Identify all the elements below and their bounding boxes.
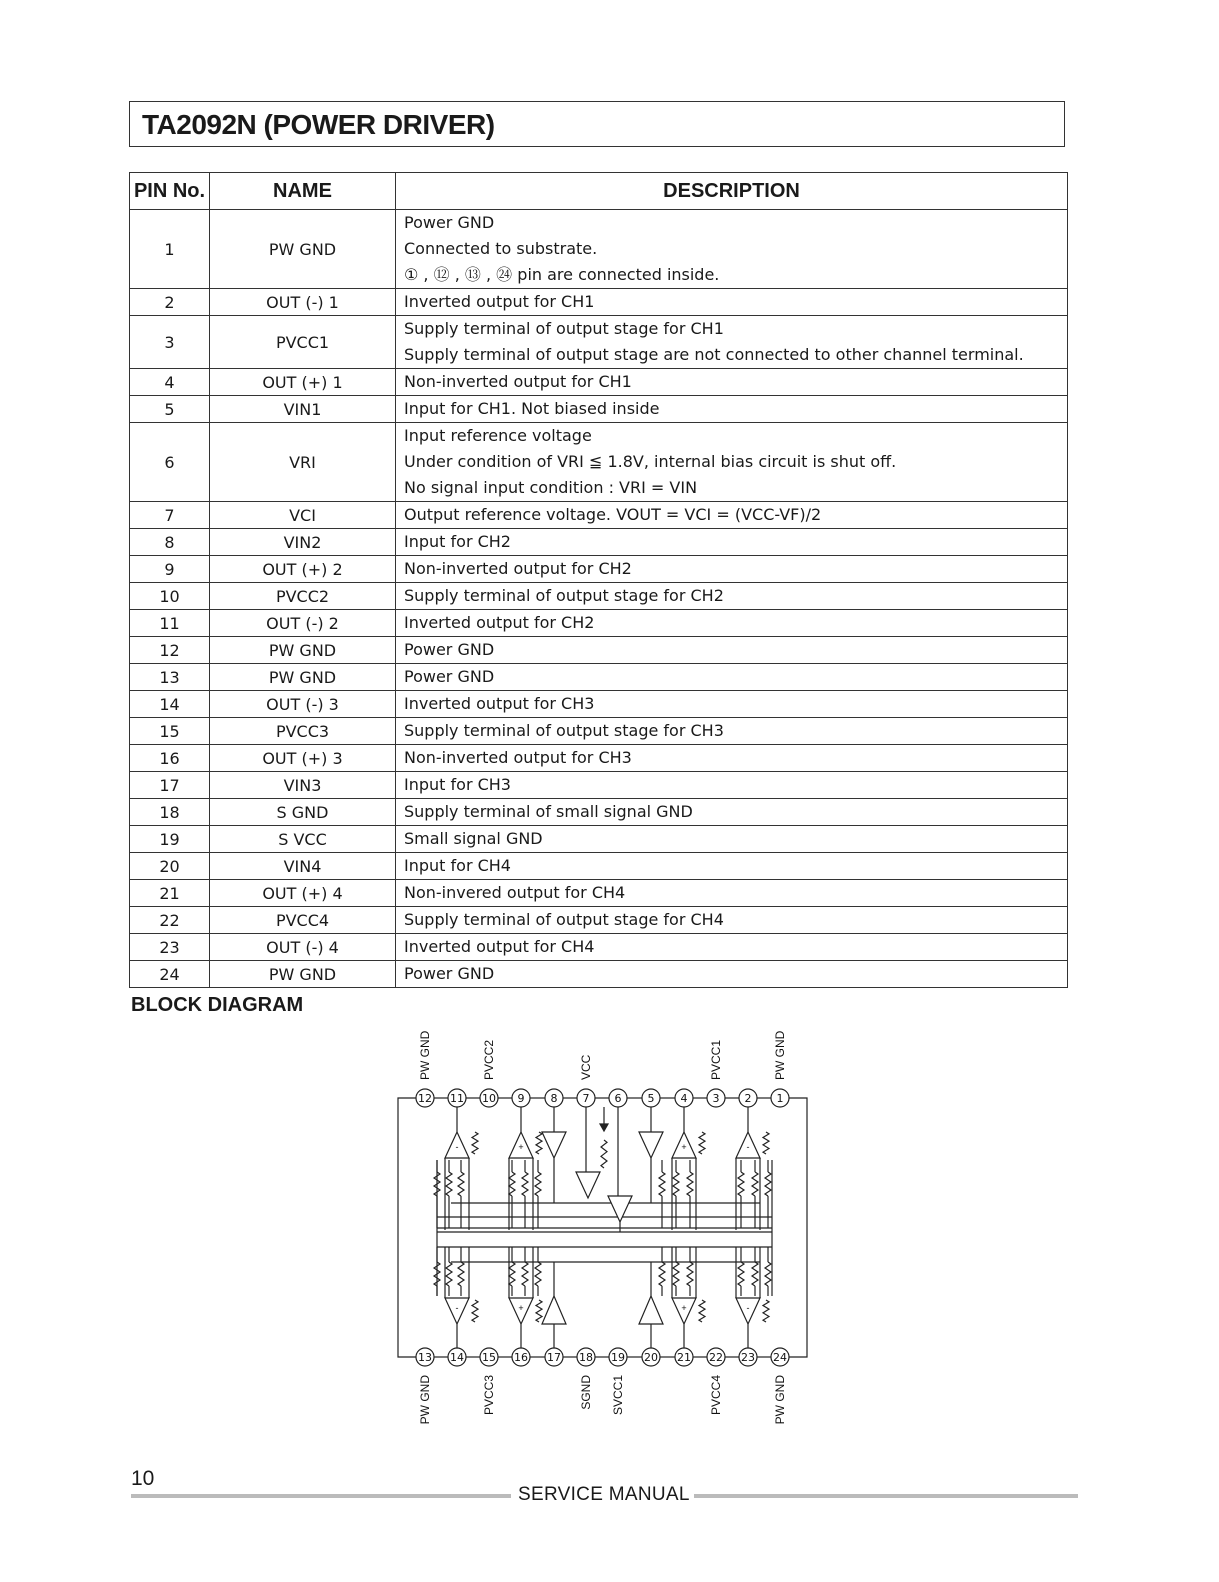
pin-description <box>396 745 1068 772</box>
table-row <box>130 853 1068 880</box>
description-text: Output reference voltage. VOUT = VCI = (VCC-VF)/2 <box>404 505 822 524</box>
description-line <box>404 637 1059 663</box>
diagram-pin-number: 23 <box>741 1351 755 1364</box>
resistor <box>601 1140 607 1168</box>
table-row <box>130 745 1068 772</box>
pin-number: 10 <box>130 583 210 610</box>
pin-description <box>396 369 1068 396</box>
amplifier-symbol <box>608 1196 632 1222</box>
resistor <box>738 1172 744 1196</box>
pin-name: PW GND <box>210 664 396 691</box>
pin-name: VCI <box>210 502 396 529</box>
resistor <box>763 1300 769 1322</box>
diagram-pin-number: 10 <box>482 1092 496 1105</box>
description-line <box>404 449 1059 475</box>
resistor <box>763 1132 769 1154</box>
description-text: Supply terminal of output stage for CH2 <box>404 586 724 605</box>
pin-description <box>396 637 1068 664</box>
block-diagram-heading: BLOCK DIAGRAM <box>131 994 304 1016</box>
pin-description <box>396 502 1068 529</box>
description-line <box>404 880 1059 906</box>
description-text: Input for CH1. Not biased inside <box>404 399 660 418</box>
circled-pin-number: ⑬ <box>464 265 481 284</box>
diagram-pin-number: 20 <box>644 1351 658 1364</box>
pin-number: 14 <box>130 691 210 718</box>
description-line <box>404 826 1059 852</box>
diagram-pin-number: 15 <box>482 1351 496 1364</box>
pin-description <box>396 853 1068 880</box>
diagram-pin-number: 19 <box>611 1351 625 1364</box>
pin-number: 4 <box>130 369 210 396</box>
diagram-pin-number: 24 <box>773 1351 787 1364</box>
resistor <box>458 1172 464 1196</box>
page-title: TA2092N (POWER DRIVER) <box>142 109 495 140</box>
description-text: Power GND <box>404 964 495 983</box>
header-pin: PIN No. <box>130 173 210 210</box>
pin-name: OUT (-) 2 <box>210 610 396 637</box>
description-line <box>404 396 1059 422</box>
table-row <box>130 961 1068 988</box>
description-line <box>404 718 1059 744</box>
description-text: Supply terminal of output stage for CH1 <box>404 319 724 338</box>
pin-description <box>396 316 1068 369</box>
resistor <box>522 1172 528 1196</box>
diagram-pin-number: 14 <box>450 1351 464 1364</box>
table-row <box>130 799 1068 826</box>
description-line <box>404 583 1059 609</box>
description-text: Supply terminal of small signal GND <box>404 802 693 821</box>
pin-name: OUT (+) 4 <box>210 880 396 907</box>
diagram-pin-number: 1 <box>776 1092 784 1105</box>
block-diagram <box>380 1018 830 1443</box>
footer-rule-left <box>131 1494 511 1498</box>
table-row <box>130 316 1068 369</box>
comma-separator: , <box>449 265 465 284</box>
description-line <box>404 502 1059 528</box>
pin-number: 2 <box>130 289 210 316</box>
description-text: Supply terminal of output stage for CH3 <box>404 721 724 740</box>
table-row <box>130 907 1068 934</box>
pin-table <box>129 172 1068 988</box>
pin-description <box>396 826 1068 853</box>
diagram-pin-number: 5 <box>647 1092 655 1105</box>
pin-description <box>396 664 1068 691</box>
comma-separator: , <box>480 265 497 284</box>
pin-label: SVCC1 <box>611 1375 625 1416</box>
resistor <box>765 1262 771 1286</box>
pin-number: 23 <box>130 934 210 961</box>
resistor <box>472 1132 478 1154</box>
resistor <box>752 1172 758 1196</box>
description-text: Power GND <box>404 640 495 659</box>
pin-description <box>396 210 1068 289</box>
description-text: Inverted output for CH2 <box>404 613 595 632</box>
pin-name: VIN4 <box>210 853 396 880</box>
ic-outline-right <box>789 1098 807 1357</box>
header-description: DESCRIPTION <box>396 173 1068 210</box>
description-text: Inverted output for CH1 <box>404 292 595 311</box>
amplifier-symbol <box>542 1132 566 1158</box>
circled-pin-number: ㉔ <box>496 265 513 284</box>
description-line <box>404 691 1059 717</box>
table-row <box>130 637 1068 664</box>
pin-description <box>396 718 1068 745</box>
pin-number: 13 <box>130 664 210 691</box>
pin-label: PW GND <box>773 1030 787 1080</box>
table-row <box>130 502 1068 529</box>
description-text: No signal input condition : VRI = VIN <box>404 478 698 497</box>
description-text: Small signal GND <box>404 829 543 848</box>
resistor <box>738 1262 744 1286</box>
pin-name: VIN3 <box>210 772 396 799</box>
pin-name: OUT (+) 2 <box>210 556 396 583</box>
pin-name: VRI <box>210 423 396 502</box>
pin-description <box>396 396 1068 423</box>
table-row <box>130 772 1068 799</box>
pin-number: 20 <box>130 853 210 880</box>
resistor <box>752 1262 758 1286</box>
pin-number: 3 <box>130 316 210 369</box>
pin-description <box>396 799 1068 826</box>
resistor <box>509 1262 515 1286</box>
description-text: Supply terminal of output stage for CH4 <box>404 910 724 929</box>
resistor <box>659 1172 665 1196</box>
pin-description <box>396 529 1068 556</box>
table-row <box>130 529 1068 556</box>
resistor <box>765 1172 771 1196</box>
table-row <box>130 610 1068 637</box>
resistor <box>535 1172 541 1196</box>
amplifier-symbol <box>576 1172 600 1198</box>
amplifier-sign: + <box>681 1142 687 1153</box>
title-box <box>129 101 1065 147</box>
table-row <box>130 691 1068 718</box>
table-row <box>130 210 1068 289</box>
description-line <box>404 799 1059 825</box>
pin-number: 12 <box>130 637 210 664</box>
pin-number: 21 <box>130 880 210 907</box>
pin-name: PVCC3 <box>210 718 396 745</box>
header-name: NAME <box>210 173 396 210</box>
pin-name: PVCC4 <box>210 907 396 934</box>
amplifier-symbol <box>639 1296 663 1324</box>
pin-number: 24 <box>130 961 210 988</box>
pin-name: PW GND <box>210 210 396 289</box>
table-row <box>130 423 1068 502</box>
pin-number: 11 <box>130 610 210 637</box>
description-line <box>404 316 1059 342</box>
pin-description <box>396 907 1068 934</box>
table-row <box>130 556 1068 583</box>
resistor <box>458 1262 464 1286</box>
description-line <box>404 853 1059 879</box>
description-line <box>404 342 1059 368</box>
diagram-pin-number: 8 <box>550 1092 558 1105</box>
resistor <box>699 1132 705 1154</box>
description-text: Inverted output for CH3 <box>404 694 595 713</box>
resistor <box>687 1262 693 1286</box>
table-row <box>130 369 1068 396</box>
pin-label: PW GND <box>773 1375 787 1425</box>
description-text: Supply terminal of output stage are not connected to other channel terminal. <box>404 345 1024 364</box>
resistor <box>673 1262 679 1286</box>
pin-name: PVCC2 <box>210 583 396 610</box>
pin-label: PVCC4 <box>709 1375 723 1416</box>
resistor <box>673 1172 679 1196</box>
description-text: Non-inverted output for CH1 <box>404 372 632 391</box>
resistor <box>446 1172 452 1196</box>
diagram-pin-number: 3 <box>712 1092 720 1105</box>
resistor <box>536 1132 542 1154</box>
description-line <box>404 236 1059 262</box>
description-line <box>404 262 1059 288</box>
amplifier-sign: - <box>455 1303 459 1313</box>
table-row <box>130 880 1068 907</box>
pin-number: 5 <box>130 396 210 423</box>
resistor <box>509 1172 515 1196</box>
amplifier-sign: + <box>518 1303 524 1313</box>
pin-number: 8 <box>130 529 210 556</box>
description-line <box>404 664 1059 690</box>
pin-number: 7 <box>130 502 210 529</box>
page-number: 10 <box>131 1467 155 1490</box>
amplifier-sign: - <box>746 1303 750 1313</box>
description-line <box>404 210 1059 236</box>
pin-number: 6 <box>130 423 210 502</box>
pin-name: OUT (+) 1 <box>210 369 396 396</box>
resistor <box>536 1300 542 1322</box>
ic-outline-left <box>398 1098 416 1357</box>
resistor <box>687 1172 693 1196</box>
amplifier-sign: - <box>746 1142 750 1153</box>
pin-number: 9 <box>130 556 210 583</box>
description-text: Under condition of VRI ≦ 1.8V, internal bias circuit is shut off. <box>404 452 897 471</box>
description-text: Non-inverted output for CH3 <box>404 748 632 767</box>
pin-description <box>396 289 1068 316</box>
diagram-pin-number: 17 <box>547 1351 561 1364</box>
pin-label: VCC <box>579 1054 593 1080</box>
pin-description <box>396 556 1068 583</box>
description-line <box>404 961 1059 987</box>
pin-label: PVCC2 <box>482 1039 496 1080</box>
pin-number: 22 <box>130 907 210 934</box>
comma-separator: , <box>418 265 434 284</box>
diagram-pin-number: 21 <box>677 1351 691 1364</box>
pin-table-body <box>130 210 1068 988</box>
description-line <box>404 556 1059 582</box>
description-line <box>404 745 1059 771</box>
amplifier-symbol <box>542 1296 566 1324</box>
diagram-pin-number: 6 <box>614 1092 622 1105</box>
pin-label: PVCC1 <box>709 1039 723 1080</box>
pin-name: OUT (-) 4 <box>210 934 396 961</box>
table-row <box>130 934 1068 961</box>
pin-number: 16 <box>130 745 210 772</box>
description-text: Non-inverted output for CH2 <box>404 559 632 578</box>
description-line <box>404 475 1059 501</box>
pin-description <box>396 423 1068 502</box>
table-row <box>130 583 1068 610</box>
pin-description <box>396 961 1068 988</box>
description-text: Input for CH4 <box>404 856 511 875</box>
pin-name: OUT (+) 3 <box>210 745 396 772</box>
description-text: Power GND <box>404 667 495 686</box>
resistor <box>522 1262 528 1286</box>
diagram-pin-number: 9 <box>517 1092 525 1105</box>
description-line <box>404 772 1059 798</box>
description-text: Input for CH2 <box>404 532 511 551</box>
circuit-lines <box>398 1098 807 1357</box>
pin-description <box>396 691 1068 718</box>
pin-description <box>396 610 1068 637</box>
description-text: Non-invered output for CH4 <box>404 883 626 902</box>
table-row <box>130 664 1068 691</box>
footer-label: SERVICE MANUAL <box>518 1484 690 1505</box>
amplifier-sign: - <box>455 1142 459 1153</box>
resistor <box>446 1262 452 1286</box>
table-row <box>130 718 1068 745</box>
table-header-row <box>130 173 1068 210</box>
description-text: Connected to substrate. <box>404 239 598 258</box>
diagram-pin-number: 13 <box>418 1351 432 1364</box>
table-row <box>130 826 1068 853</box>
resistor <box>535 1262 541 1286</box>
resistor <box>699 1300 705 1322</box>
description-line <box>404 934 1059 960</box>
description-text: Power GND <box>404 213 495 232</box>
pin-name: OUT (-) 3 <box>210 691 396 718</box>
description-text: pin are connected inside. <box>517 265 720 284</box>
description-line <box>404 907 1059 933</box>
pin-name: S GND <box>210 799 396 826</box>
description-line <box>404 289 1059 315</box>
diode-symbol <box>600 1124 608 1131</box>
description-line <box>404 423 1059 449</box>
circled-pin-number: ⑫ <box>433 265 450 284</box>
pin-name: VIN1 <box>210 396 396 423</box>
diagram-pin-number: 11 <box>450 1092 464 1105</box>
resistor <box>659 1262 665 1286</box>
footer-rule-right <box>694 1494 1078 1498</box>
resistor <box>472 1300 478 1322</box>
amplifier-sign: + <box>518 1142 524 1153</box>
pin-name: OUT (-) 1 <box>210 289 396 316</box>
pin-label: PVCC3 <box>482 1375 496 1416</box>
diagram-pin-number: 7 <box>582 1092 590 1105</box>
pin-label: PW GND <box>418 1030 432 1080</box>
pin-description <box>396 934 1068 961</box>
amplifier-symbol <box>639 1132 663 1158</box>
diagram-pin-number: 12 <box>418 1092 432 1105</box>
circled-pin-number: ① <box>404 265 419 284</box>
pin-number: 17 <box>130 772 210 799</box>
description-line <box>404 369 1059 395</box>
diagram-pin-number: 16 <box>514 1351 528 1364</box>
description-text: Inverted output for CH4 <box>404 937 595 956</box>
pin-number: 18 <box>130 799 210 826</box>
description-line <box>404 610 1059 636</box>
pin-number: 1 <box>130 210 210 289</box>
table-row <box>130 396 1068 423</box>
diagram-pin-number: 18 <box>579 1351 593 1364</box>
pin-name: PVCC1 <box>210 316 396 369</box>
description-line <box>404 529 1059 555</box>
pin-name: VIN2 <box>210 529 396 556</box>
pin-name: PW GND <box>210 961 396 988</box>
diagram-pin-number: 4 <box>680 1092 688 1105</box>
pin-description <box>396 880 1068 907</box>
description-text: Input for CH3 <box>404 775 511 794</box>
pin-number: 15 <box>130 718 210 745</box>
pin-name: PW GND <box>210 637 396 664</box>
description-text: Input reference voltage <box>404 426 592 445</box>
diagram-pin-number: 22 <box>709 1351 723 1364</box>
diagram-pin-number: 2 <box>744 1092 752 1105</box>
pin-description <box>396 583 1068 610</box>
pin-name: S VCC <box>210 826 396 853</box>
pin-label: SGND <box>579 1375 593 1410</box>
pin-description <box>396 772 1068 799</box>
pin-number: 19 <box>130 826 210 853</box>
table-row <box>130 289 1068 316</box>
amplifier-sign: + <box>681 1303 687 1313</box>
pin-label: PW GND <box>418 1375 432 1425</box>
